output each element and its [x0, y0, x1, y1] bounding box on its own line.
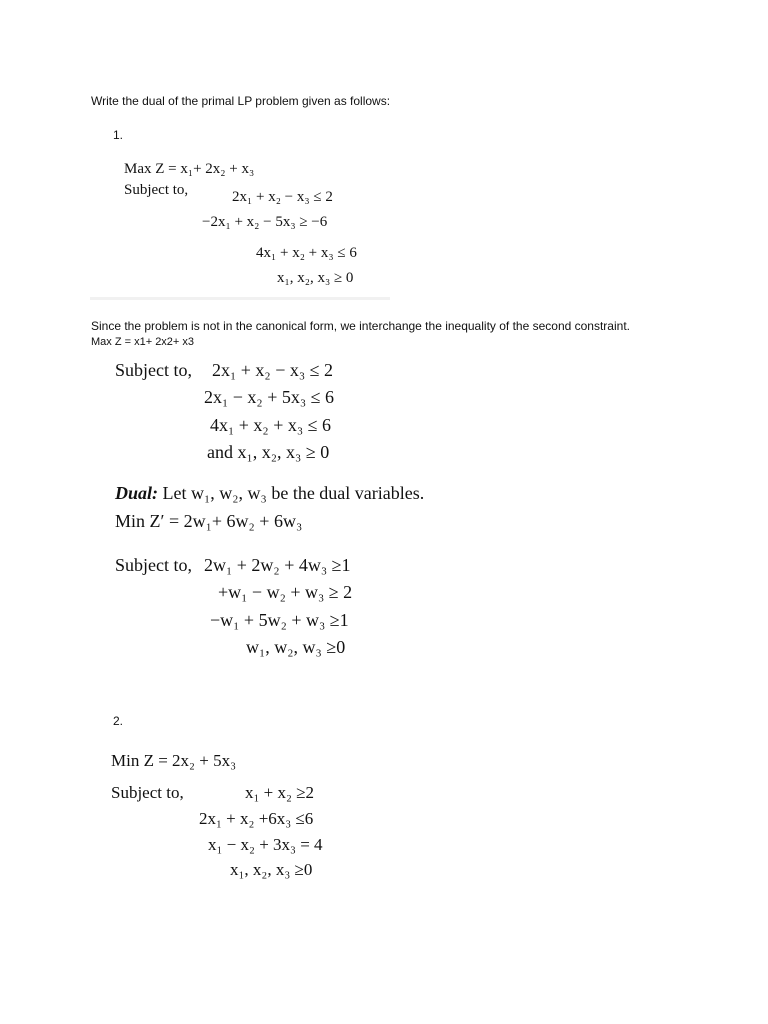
problem-2-number: 2. [113, 714, 124, 728]
canonical-note: Since the problem is not in the canonical form, we interchange the inequality of the second constraint. [91, 319, 630, 333]
problem-2-constraint-2: 2x₁ + x₂ +6x₃ ≤6 [199, 809, 314, 828]
canonical-objective: Max Z = x1+ 2x2+ x3 [91, 336, 195, 348]
problem-2-subject-to: Subject to, [111, 783, 184, 802]
canonical-constraint-3: 4x₁ + x₂ + x₃ ≤ 6 [210, 415, 332, 435]
dual-label: Dual: [115, 483, 159, 503]
intro-text: Write the dual of the primal LP problem given as follows: [91, 94, 391, 108]
canonical-constraint-2: 2x₁ − x₂ + 5x₃ ≤ 6 [204, 387, 335, 407]
problem-1-objective: Max Z = x₁+ 2x₂ + x₃ [124, 161, 255, 177]
dual-intro: Let w₁, w₂, w₃ be the dual variables. [162, 483, 425, 503]
problem-2-constraint-3: x₁ − x₂ + 3x₃ = 4 [208, 835, 323, 854]
problem-1-constraint-3: 4x₁ + x₂ + x₃ ≤ 6 [256, 245, 357, 261]
dual-constraint-1: 2w₁ + 2w₂ + 4w₃ ≥1 [204, 555, 351, 575]
problem-1-nonnegativity: x₁, x₂, x₃ ≥ 0 [277, 270, 354, 286]
canonical-subject-to: Subject to, [115, 360, 192, 380]
dual-subject-to: Subject to, [115, 555, 192, 575]
problem-1-number: 1. [113, 128, 124, 142]
canonical-nonnegativity: and x₁, x₂, x₃ ≥ 0 [207, 442, 330, 462]
dual-heading [115, 483, 424, 504]
dual-constraint-3: −w₁ + 5w₂ + w₃ ≥1 [210, 610, 349, 630]
dual-objective: Min Z′ = 2w₁+ 6w₂ + 6w₃ [115, 511, 303, 531]
image-crop-edge [90, 297, 390, 300]
problem-2-nonnegativity: x₁, x₂, x₃ ≥0 [230, 860, 313, 879]
problem-2-objective: Min Z = 2x₂ + 5x₃ [111, 751, 237, 770]
problem-1-constraint-1: 2x₁ + x₂ − x₃ ≤ 2 [232, 189, 333, 205]
dual-constraint-2: +w₁ − w₂ + w₃ ≥ 2 [218, 582, 353, 602]
canonical-constraint-1: 2x₁ + x₂ − x₃ ≤ 2 [212, 360, 334, 380]
problem-1-constraint-2: −2x₁ + x₂ − 5x₃ ≥ −6 [202, 214, 328, 230]
problem-1-subject-to: Subject to, [124, 182, 189, 198]
dual-nonnegativity: w₁, w₂, w₃ ≥0 [246, 637, 346, 657]
problem-2-constraint-1: x₁ + x₂ ≥2 [245, 783, 315, 802]
